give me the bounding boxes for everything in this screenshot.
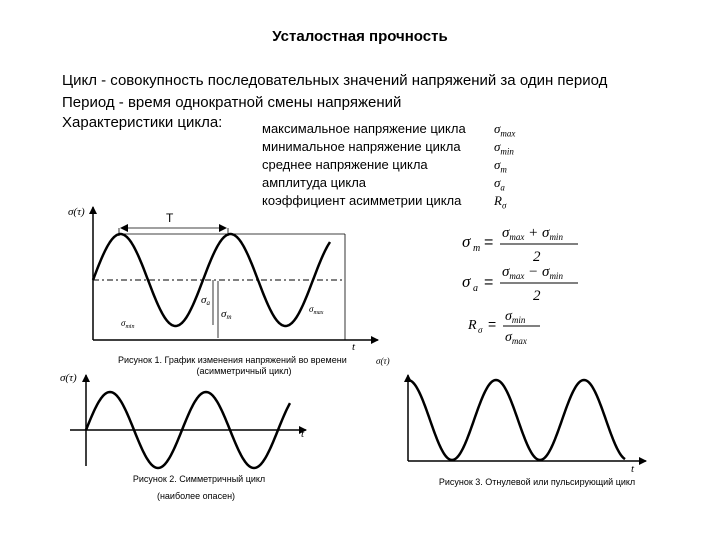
fig1-sigma-min-label: $\sigma_{min}$ <box>121 318 135 330</box>
cycle-definition: Цикл - совокупность последовательных значений напряжений за один период <box>62 72 608 89</box>
fig1-period-label: T <box>166 211 174 225</box>
formula-amplitude <box>462 264 578 304</box>
figure-1-asymmetric-cycle <box>68 206 390 376</box>
fig1-caption-line2: (асимметричный цикл) <box>196 366 292 376</box>
fig1-sigma-a-label: σa <box>201 294 210 307</box>
char-symbol-min: $\sigma_{min}$ <box>494 139 514 157</box>
formula-asymmetry <box>467 309 540 346</box>
fig1-sigma-max-label: $\sigma_{max}$ <box>309 304 324 316</box>
fig2-y-axis-label: σ(τ) <box>60 372 77 384</box>
formula1-lhs: σ <box>462 232 471 251</box>
formula1-den: 2 <box>533 249 541 265</box>
char-label-mean: среднее напряжение цикла <box>262 157 428 172</box>
figure-3-pulsating-cycle <box>408 375 646 487</box>
fig2-x-axis-label: t <box>301 428 305 440</box>
page-title: Усталостная прочность <box>272 28 448 45</box>
formula3-den: $\sigma_{max}$ <box>505 330 527 346</box>
char-symbol-mean: $\sigma_m$ <box>494 157 507 175</box>
formula2-lhs-sub: a <box>473 283 478 294</box>
char-label-amplitude: амплитуда цикла <box>262 175 367 190</box>
fig1-caption-line1: Рисунок 1. График изменения напряжений во времени <box>118 355 347 365</box>
characteristics-heading: Характеристики цикла: <box>62 114 223 131</box>
char-label-max: максимальное напряжение цикла <box>262 121 466 136</box>
fig1-caption-extra: σ(τ) <box>376 356 390 366</box>
fig2-caption-line1: Рисунок 2. Симметричный цикл <box>132 474 266 484</box>
char-symbol-amplitude: $\sigma_a$ <box>494 175 505 193</box>
fig3-x-axis-label: t <box>631 463 635 475</box>
fig1-x-axis-label: t <box>352 341 356 353</box>
fig1-sigma-m-label: σm <box>221 308 232 321</box>
fig2-caption-line2: (наиболее опасен) <box>156 491 236 501</box>
formula3-num: $\sigma_{min}$ <box>505 309 526 325</box>
formula3-lhs-sub: σ <box>478 325 483 335</box>
formula3-eq: = <box>488 316 497 332</box>
period-definition: Период - время однократной смены напряжений <box>62 94 402 111</box>
char-label-min: минимальное напряжение цикла <box>262 139 461 154</box>
formula1-num: $\sigma_{max} + \sigma_{min}$ <box>502 225 563 242</box>
formula1-lhs-sub: m <box>473 243 481 254</box>
formula2-num: $\sigma_{max} - \sigma_{min}$ <box>502 264 563 281</box>
fig1-y-axis-label: σ(τ) <box>68 206 85 218</box>
figure-2-symmetric-cycle <box>60 372 306 501</box>
char-symbol-max: $\sigma_{max}$ <box>494 121 516 139</box>
formula1-eq: = <box>484 234 494 251</box>
formula2-lhs: σ <box>462 272 471 291</box>
char-symbol-asymmetry: $R_\sigma$ <box>494 193 507 211</box>
formula2-den: 2 <box>533 288 541 304</box>
formula-mean-stress <box>462 225 578 265</box>
formula2-eq: = <box>484 274 494 291</box>
formula3-lhs: R <box>468 318 477 333</box>
fig3-stress-wave <box>408 380 625 460</box>
fig3-caption: Рисунок 3. Отнулевой или пульсирующий цикл <box>438 477 636 487</box>
char-label-asymmetry: коэффициент асимметрии цикла <box>262 193 462 208</box>
